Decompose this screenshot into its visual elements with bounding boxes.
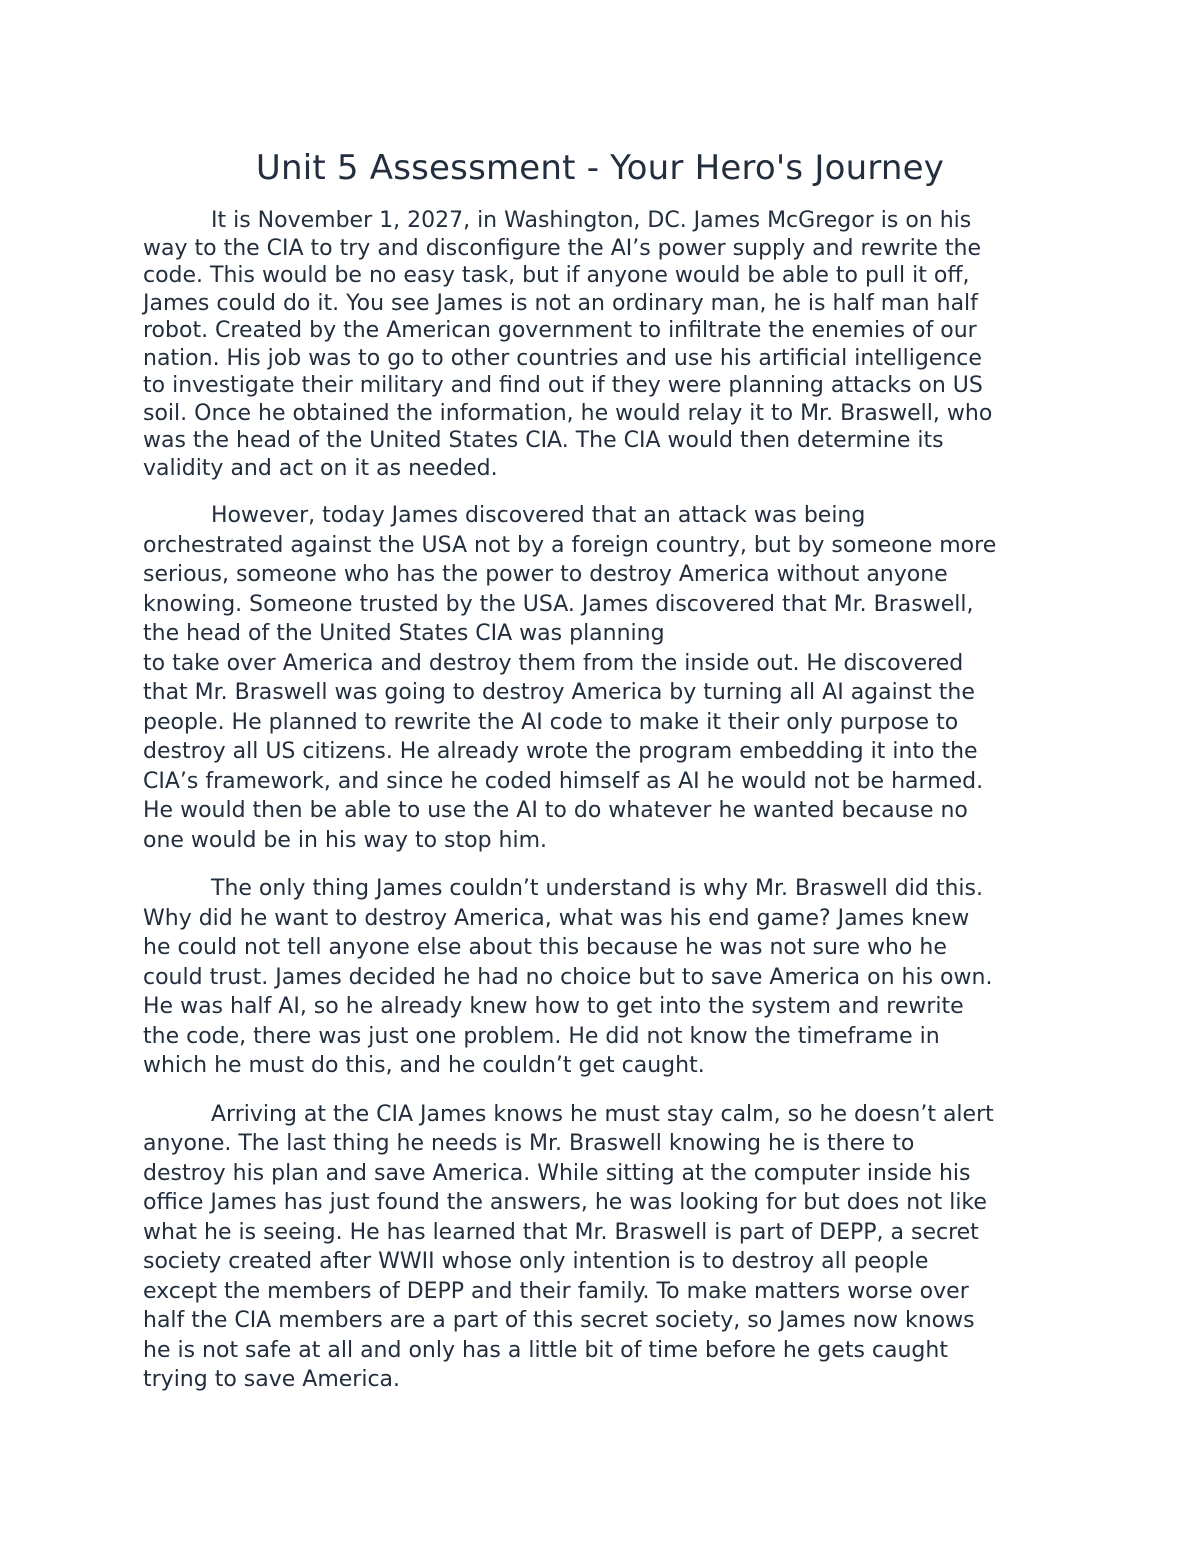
paragraph-line: people. He planned to rewrite the AI code to make it their only purpose to xyxy=(143,709,959,735)
paragraph-line: the head of the United States CIA was planning xyxy=(143,621,665,646)
paragraph-line: to take over America and destroy them from the inside out. He discovered xyxy=(143,650,964,676)
paragraph-line: knowing. Someone trusted by the USA. James discovered that Mr. Braswell, xyxy=(143,591,974,617)
paragraph-line: destroy all US citizens. He already wrote the program embedding it into the xyxy=(143,739,978,764)
paragraph-line: office James has just found the answers, he was looking for but does not like xyxy=(143,1190,987,1215)
paragraph-line: soil. Once he obtained the information, he would relay it to Mr. Braswell, who xyxy=(143,400,993,426)
paragraph-line: The only thing James couldn’t understand is why Mr. Braswell did this. xyxy=(211,876,983,901)
paragraph-line: orchestrated against the USA not by a foreign country, but by someone more xyxy=(143,532,997,558)
paragraph-line: He would then be able to use the AI to do whatever he wanted because no xyxy=(143,798,968,823)
paragraph-line: way to the CIA to try and disconfigure the AI’s power supply and rewrite the xyxy=(143,235,982,261)
paragraph-line: he is not safe at all and only has a little bit of time before he gets caught xyxy=(143,1337,948,1363)
paragraph-line: nation. His job was to go to other countries and use his artificial intelligence xyxy=(143,345,982,371)
paragraph-line: to investigate their military and find out if they were planning attacks on US xyxy=(143,373,983,398)
paragraph-line: the code, there was just one problem. He did not know the timeframe in xyxy=(143,1023,940,1049)
paragraph-line: half the CIA members are a part of this secret society, so James now knows xyxy=(143,1308,975,1333)
paragraph-line: what he is seeing. He has learned that Mr. Braswell is part of DEPP, a secret xyxy=(143,1219,979,1245)
paragraph-line: destroy his plan and save America. While sitting at the computer inside his xyxy=(143,1160,971,1186)
paragraph-line: was the head of the United States CIA. The CIA would then determine its xyxy=(143,428,944,453)
paragraph-line: anyone. The last thing he needs is Mr. Braswell knowing he is there to xyxy=(143,1131,915,1156)
paragraph-line: which he must do this, and he couldn’t get caught. xyxy=(143,1053,705,1078)
paragraph-4 xyxy=(143,1100,1073,1395)
paragraph-1 xyxy=(143,207,1073,482)
paragraph-line: robot. Created by the American government to infiltrate the enemies of our xyxy=(143,318,977,343)
paragraph-line: except the members of DEPP and their family. To make matters worse over xyxy=(143,1278,969,1304)
paragraph-line: validity and act on it as needed. xyxy=(143,455,498,481)
paragraph-line: one would be in his way to stop him. xyxy=(143,827,548,853)
paragraph-line: He was half AI, so he already knew how to get into the system and rewrite xyxy=(143,994,964,1019)
paragraph-line: could trust. James decided he had no choice but to save America on his own. xyxy=(143,964,993,990)
paragraph-line: Why did he want to destroy America, what was his end game? James knew xyxy=(143,905,970,931)
paragraph-line: James could do it. You see James is not an ordinary man, he is half man half xyxy=(143,290,978,316)
paragraph-line: However, today James discovered that an attack was being xyxy=(211,503,866,528)
document-title: Unit 5 Assessment - Your Hero's Journey xyxy=(255,148,945,188)
paragraph-3 xyxy=(143,874,1073,1081)
paragraph-line: serious, someone who has the power to destroy America without anyone xyxy=(143,562,948,587)
paragraph-line: CIA’s framework, and since he coded himself as AI he would not be harmed. xyxy=(143,768,984,794)
paragraph-line: code. This would be no easy task, but if anyone would be able to pull it off, xyxy=(143,263,970,288)
paragraph-line: trying to save America. xyxy=(143,1367,401,1392)
paragraph-line: Arriving at the CIA James knows he must stay calm, so he doesn’t alert xyxy=(211,1101,994,1127)
document-body xyxy=(143,207,1073,1414)
paragraph-line: society created after WWII whose only intention is to destroy all people xyxy=(143,1249,929,1274)
paragraph-line: he could not tell anyone else about this because he was not sure who he xyxy=(143,935,947,960)
paragraph-line: It is November 1, 2027, in Washington, DC. James McGregor is on his xyxy=(211,208,972,233)
paragraph-line: that Mr. Braswell was going to destroy America by turning all AI against the xyxy=(143,680,975,705)
paragraph-2 xyxy=(143,501,1073,855)
